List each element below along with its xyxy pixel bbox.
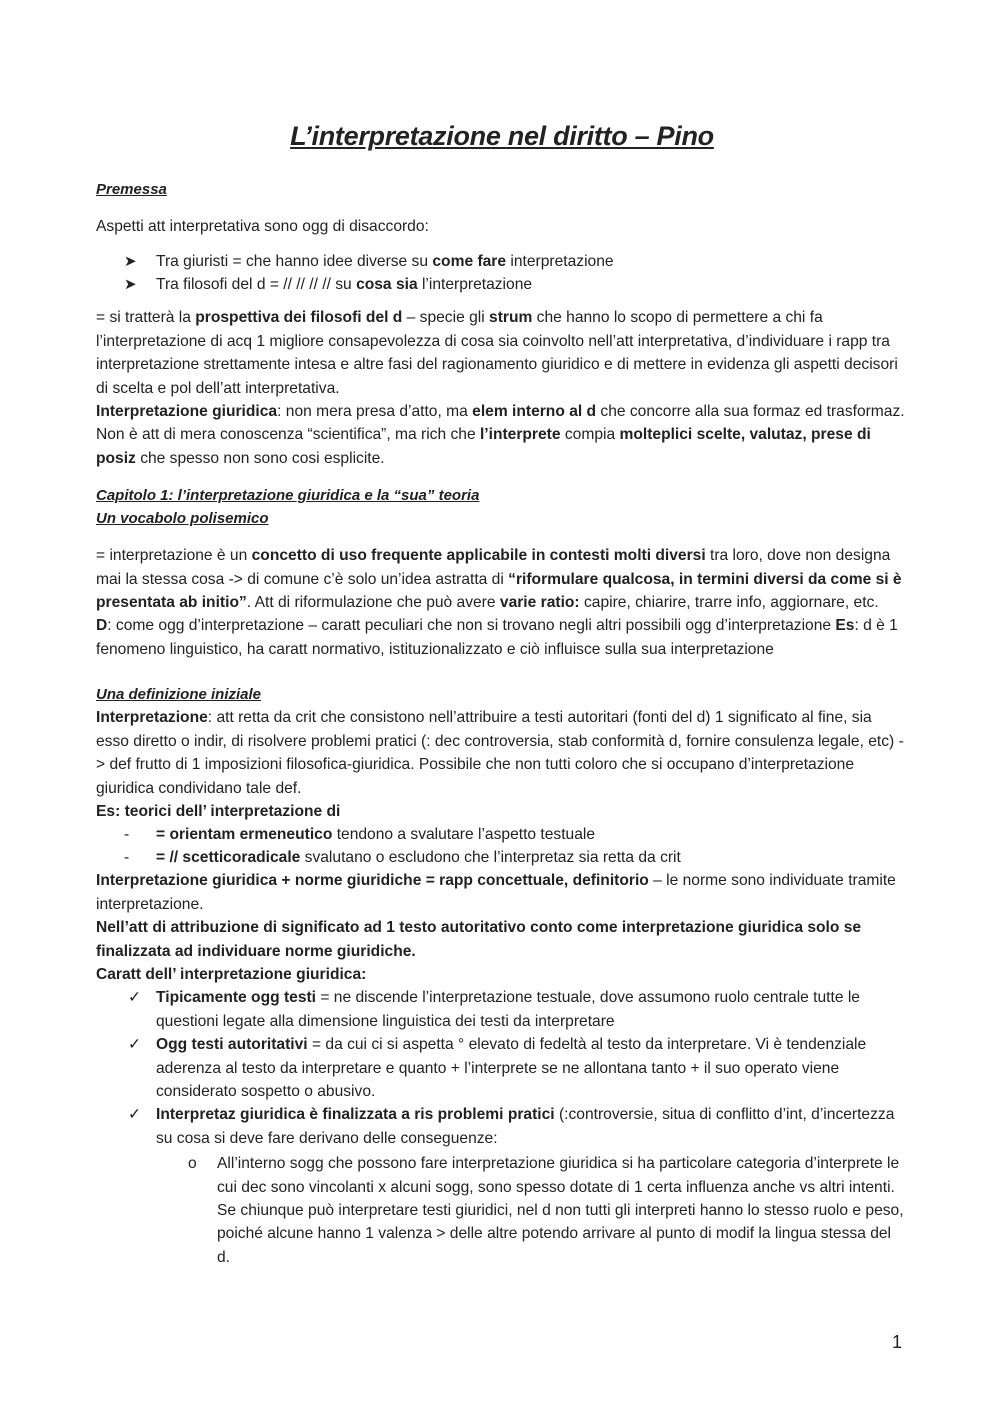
list-item: ✓ Tipicamente ogg testi = ne discende l’interpretazione testuale, dove assumono ruolo centrale tutte le questioni legate alla dimensione linguistica dei testi da interpretare bbox=[96, 986, 908, 1033]
characteristics-list bbox=[96, 986, 908, 1150]
list-item: ✓ Ogg testi autoritativi = da cui ci si aspetta ° elevato di fedeltà al testo da interpretare. Vi è tendenziale aderenza al testo da interpretare e quanto + l’interprete se ne allontana tanto + il suo operato viene considerato sospetto o abusivo. bbox=[96, 1033, 908, 1103]
section-heading-vocabolo: Un vocabolo polisemico bbox=[96, 510, 269, 528]
arrow-bullet-icon: ➤ bbox=[124, 253, 137, 271]
circle-bullet-icon: o bbox=[188, 1155, 197, 1173]
document-page bbox=[96, 118, 908, 1269]
list-item: ➤ Tra filosofi del d = // // // // su cosa sia l’interpretazione bbox=[96, 273, 908, 296]
page-number: 1 bbox=[891, 1332, 902, 1352]
list-item: - = // scetticoradicale svalutano o escludono che l’interpretaz sia retta da crit bbox=[96, 846, 908, 869]
section-heading-definizione: Una definizione iniziale bbox=[96, 686, 262, 704]
examples-heading: Es: teorici dell’ interpretazione di bbox=[96, 802, 341, 820]
paragraph: Interpretazione: att retta da crit che consistono nell’attribuire a testi autoritari (fonti del d) 1 significato al fine, sia esso diretto o indir, di risolvere problemi pratici (: dec controversia, stab conformità d, fornire consulenza legale, etc) -> def frutto di 1 imposizioni filosofica-giuridica. Possibile che non tutti coloro che si occupano d’interpretazione giuridica condividano tale def. bbox=[96, 709, 904, 797]
examples-list bbox=[96, 823, 908, 869]
premessa-bullet-list bbox=[96, 250, 908, 296]
paragraph: = interpretazione è un concetto di uso frequente applicabile in contesti molti diversi tra loro, dove non designa mai la stessa cosa -> di comune c’è solo un’idea astratta di “riformulare qualcosa, in termini diversi da come si è presentata ab initio”. Att di riformulazione che può avere varie ratio: capire, chiarire, trarre info, aggiornare, etc. bbox=[96, 547, 902, 612]
paragraph: Nell’att di attribuzione di significato ad 1 testo autoritativo conto come interpretazione giuridica solo se finalizzata ad individuare norme giuridiche. bbox=[96, 919, 862, 960]
list-item: ✓ Interpretaz giuridica è finalizzata a ris problemi pratici (:controversie, situa di conflitto d’int, d’incertezza su cosa si deve fare derivano delle conseguenze: bbox=[96, 1103, 908, 1150]
check-icon: ✓ bbox=[128, 989, 142, 1007]
check-icon: ✓ bbox=[128, 1036, 142, 1054]
list-item: o All’interno sogg che possono fare interpretazione giuridica si ha particolare categoria d’interprete le cui dec sono vincolanti x alcuni sogg, sono spesso dotate di 1 certa influenza anche vs altri intenti. Se chiunque può interpretare testi giuridici, nel d non tutti gli interpreti hanno lo stesso ruolo e peso, poiché alcune hanno 1 valenza > delle altre potendo arrivare al punto di modif la lingua stessa del d. bbox=[96, 1152, 908, 1269]
paragraph: Interpretazione giuridica: non mera presa d’atto, ma elem interno al d che concorre alla sua formaz ed trasformaz. Non è att di mera conoscenza “scientifica”, ma rich che l’interprete compia molteplici scelte, valutaz, prese di posiz che spesso non sono cosi esplicite. bbox=[96, 403, 905, 467]
document-title: L’interpretazione nel diritto – Pino bbox=[290, 121, 714, 151]
list-item: ➤ Tra giuristi = che hanno idee diverse su come fare interpretazione bbox=[96, 250, 908, 273]
dash-bullet-icon: - bbox=[124, 826, 130, 844]
paragraph: Interpretazione giuridica + norme giuridiche = rapp concettuale, definitorio – le norme sono individuate tramite interpretazione. bbox=[96, 872, 896, 913]
arrow-bullet-icon: ➤ bbox=[124, 276, 137, 294]
check-icon: ✓ bbox=[128, 1106, 142, 1124]
chapter-heading: Capitolo 1: l’interpretazione giuridica e la “sua” teoria bbox=[96, 487, 480, 505]
dash-bullet-icon: - bbox=[124, 849, 130, 867]
paragraph: D: come ogg d’interpretazione – caratt peculiari che non si trovano negli altri possibili ogg d’interpretazione Es: d è 1 fenomeno linguistico, ha caratt normativo, istituzionalizzato e ciò influisce sulla sua interpretazione bbox=[96, 617, 898, 658]
characteristics-heading: Caratt dell’ interpretazione giuridica: bbox=[96, 965, 367, 983]
section-heading-premessa: Premessa bbox=[96, 181, 167, 198]
premessa-intro: Aspetti att interpretativa sono ogg di disaccordo: bbox=[96, 218, 429, 235]
sub-list bbox=[96, 1152, 908, 1269]
list-item: - = orientam ermeneutico tendono a svalutare l’aspetto testuale bbox=[96, 823, 908, 846]
paragraph: = si tratterà la prospettiva dei filosofi del d – specie gli strum che hanno lo scopo di permettere a chi fa l’interpretazione di acq 1 migliore consapevolezza di cosa sia coinvolto nell’att interpretativa, d’individuare i rapp tra interpretazione strettamente intesa e altre fasi del ragionamento giuridico e di mettere in evidenza gli aspetti decisori di scelta e pol dell’att interpretativa. bbox=[96, 309, 898, 397]
